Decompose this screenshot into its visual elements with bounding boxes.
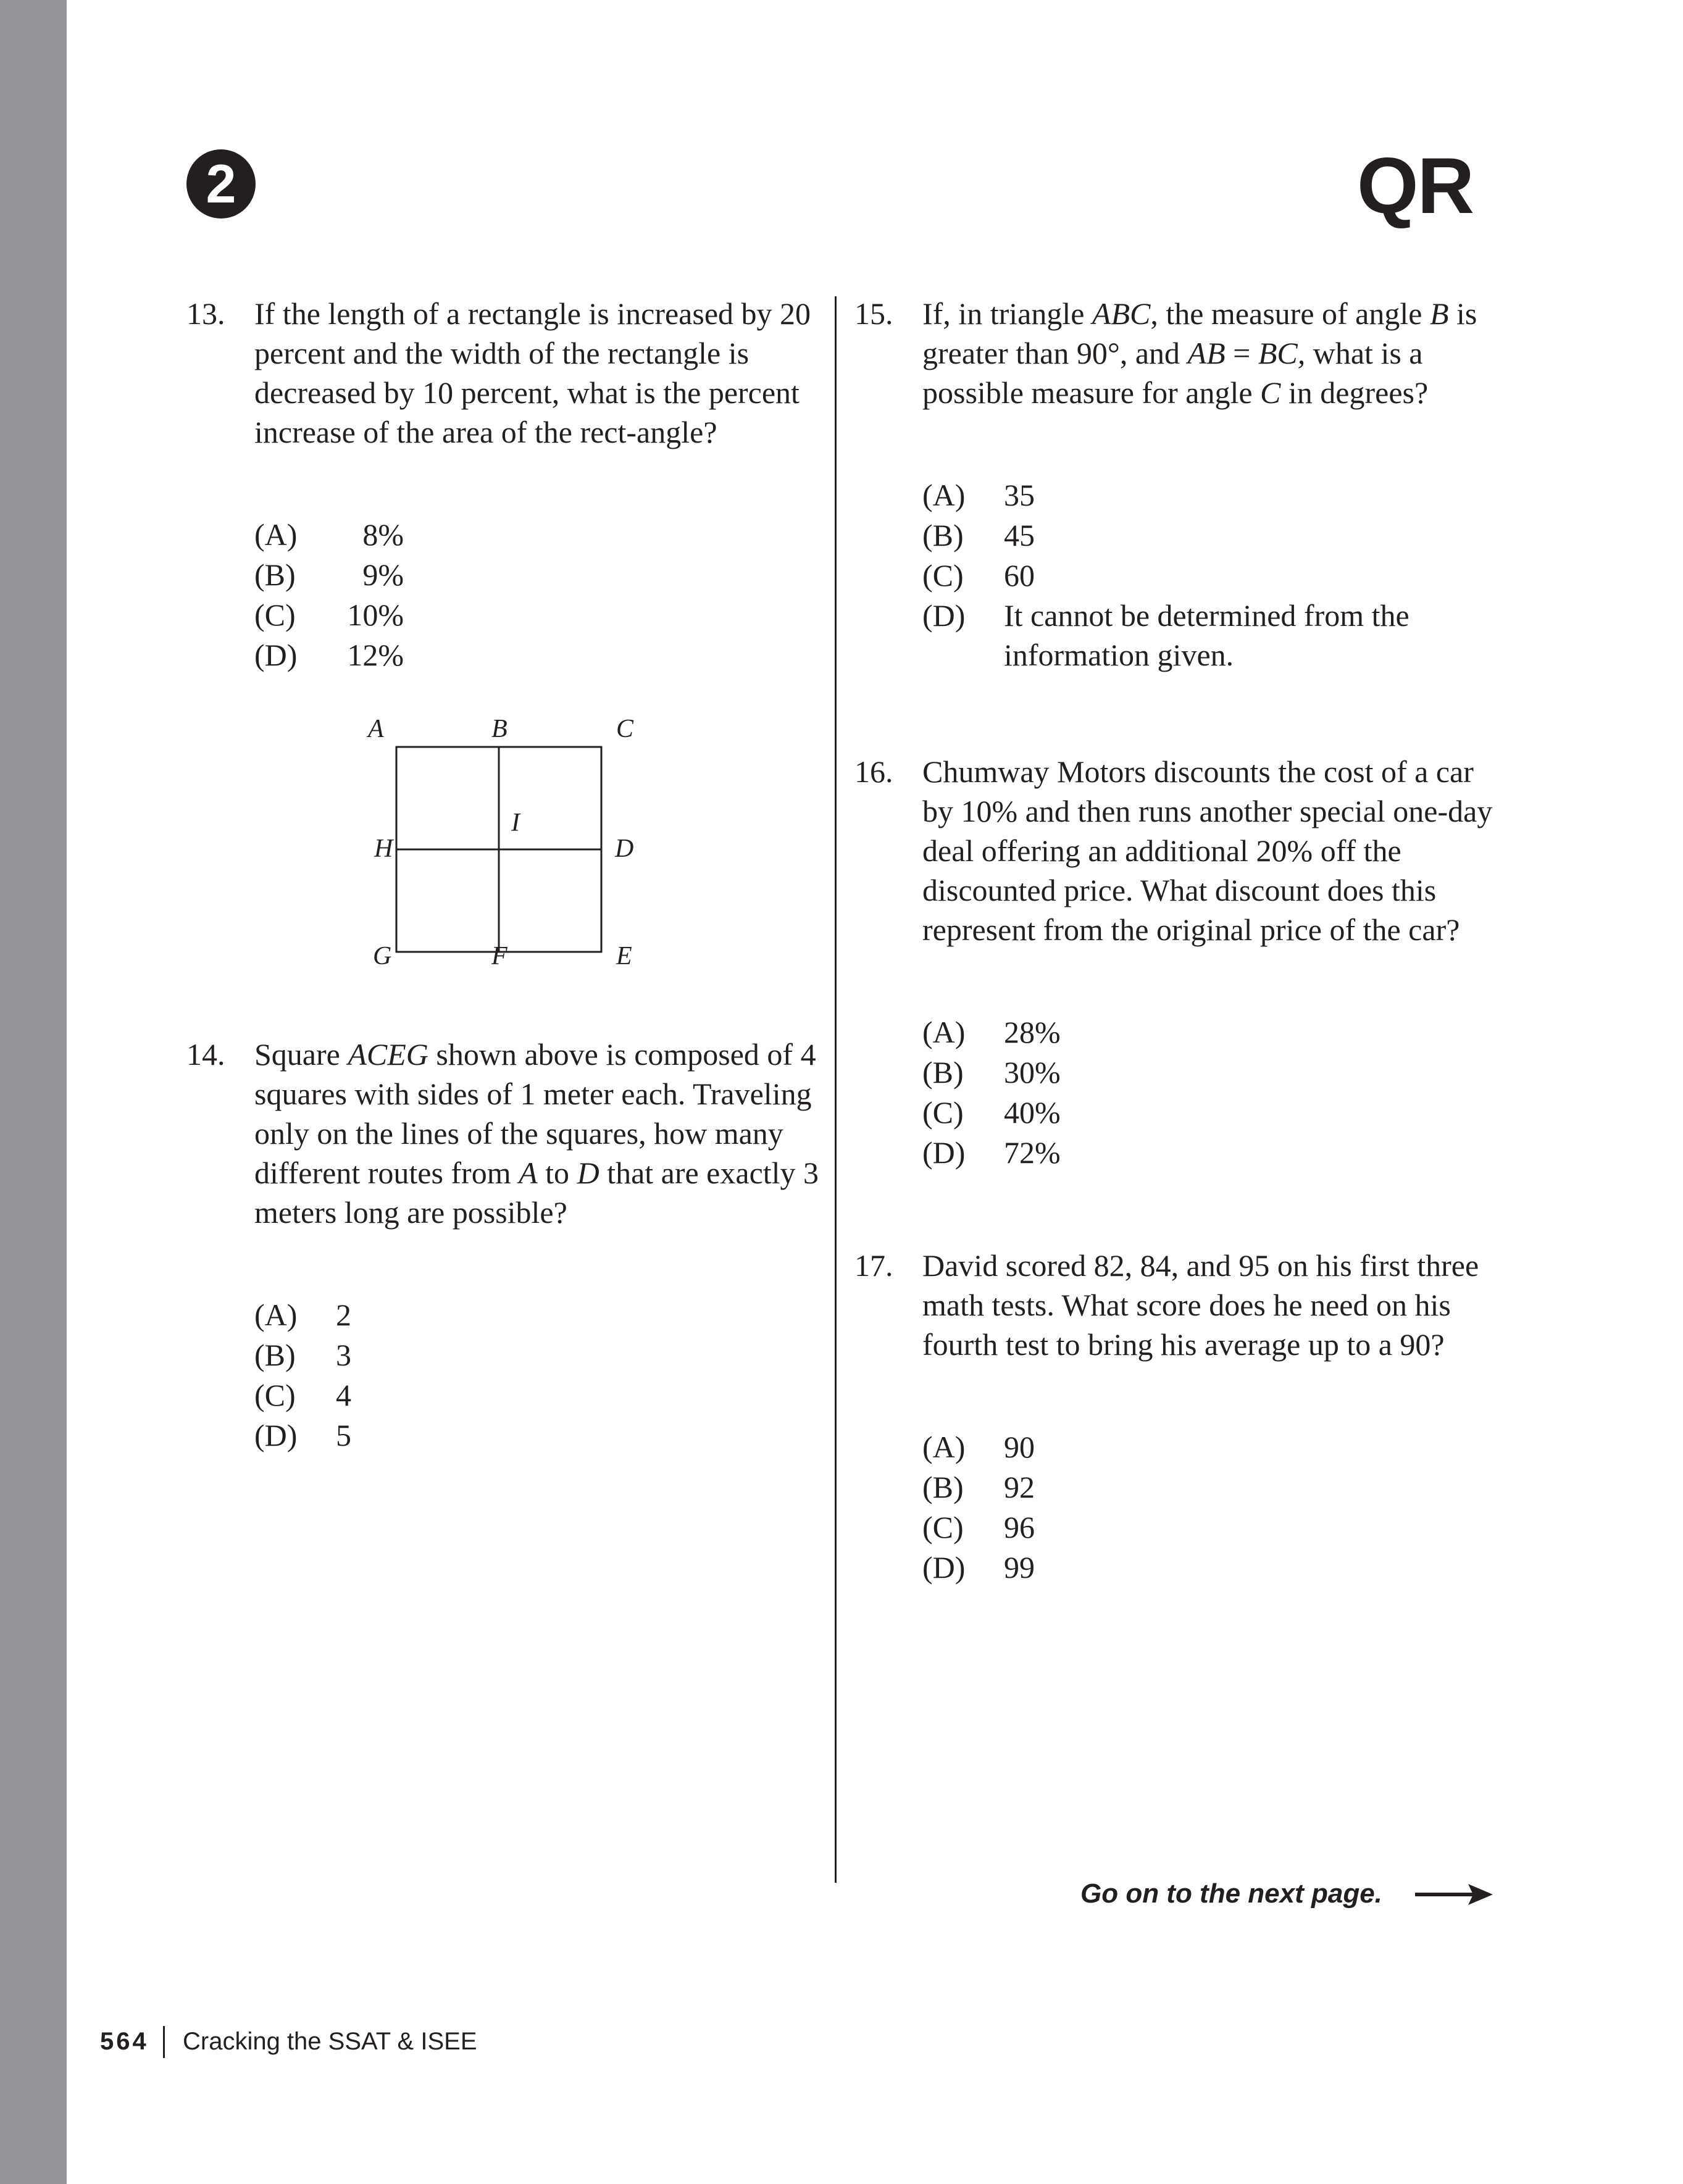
- choice-text: 28%: [1004, 1015, 1061, 1049]
- question-stem: David scored 82, 84, and 95 on his first three math tests. What score does he need on his fourth test to bring his average up to a 90?: [922, 1248, 1479, 1362]
- choice-text: 8%: [362, 517, 404, 552]
- choice-text: 92: [1004, 1470, 1035, 1504]
- choice-letter: (C): [922, 1095, 964, 1130]
- question-number: 15.: [854, 296, 893, 331]
- choice-letter: (C): [922, 558, 964, 593]
- page-number: 564: [100, 2028, 149, 2055]
- choice-letter: (B): [922, 1055, 964, 1090]
- choice-letter: (D): [922, 598, 966, 633]
- vertex-label-g: G: [373, 942, 392, 970]
- section-number-badge: 2: [186, 149, 256, 219]
- footer-divider: [163, 2026, 165, 2058]
- book-title: Cracking the SSAT & ISEE: [183, 2028, 477, 2055]
- choice-text: 45: [1004, 518, 1035, 552]
- question-number: 16.: [854, 754, 893, 789]
- choice-letter: (D): [254, 1418, 298, 1453]
- question-stem: If, in triangle ABC, the measure of angle B is greater than 90°, and AB = BC, what is a possible measure for angle C in degrees?: [922, 296, 1477, 410]
- question-stem: Chumway Motors discounts the cost of a car by 10% and then runs another special one-day deal offering an additional 20% off the discounted price. What discount does this represent from the original price of the car?: [922, 754, 1493, 947]
- vertex-label-i: I: [511, 809, 520, 837]
- column-divider: [835, 296, 837, 1883]
- choice-text: 5: [336, 1418, 351, 1453]
- choice-letter: (A): [254, 1298, 298, 1332]
- question-number: 17.: [854, 1248, 893, 1283]
- vertex-label-d: D: [615, 835, 634, 863]
- choice-letter: (B): [922, 1470, 964, 1504]
- choice-text: 90: [1004, 1430, 1035, 1464]
- choice-text: 3: [336, 1338, 351, 1372]
- choice-letter: (A): [922, 1015, 966, 1049]
- choice-text: 2: [336, 1298, 351, 1332]
- question-number: 13.: [186, 296, 225, 331]
- question-number: 14.: [186, 1037, 225, 1072]
- choice-text: It cannot be determined from the information given.: [1004, 598, 1409, 672]
- choice-text: 60: [1004, 558, 1035, 593]
- vertex-label-a: A: [368, 715, 384, 743]
- choice-text: 99: [1004, 1550, 1035, 1585]
- choice-letter: (B): [254, 557, 296, 592]
- choice-letter: (A): [254, 517, 298, 552]
- choice-text: 12%: [347, 638, 404, 672]
- vertex-label-c: C: [616, 715, 634, 743]
- choice-text: 72%: [1004, 1135, 1061, 1170]
- question-stem: Square ACEG shown above is composed of 4 squares with sides of 1 meter each. Traveling only on the lines of the squares, how many different routes from A to D that are exactly 3 meters long are possible?: [254, 1037, 819, 1230]
- page-edge-tab: [0, 0, 67, 2184]
- choice-letter: (C): [254, 1378, 296, 1412]
- choice-letter: (A): [922, 1430, 966, 1464]
- vertex-label-f: F: [491, 942, 507, 970]
- choice-text: 30%: [1004, 1055, 1061, 1090]
- choice-letter: (D): [922, 1550, 966, 1585]
- vertex-label-b: B: [491, 715, 507, 743]
- choice-text: 9%: [362, 557, 404, 592]
- choice-text: 4: [336, 1378, 351, 1412]
- right-arrow-icon: [1415, 1884, 1493, 1905]
- choice-letter: (C): [254, 598, 296, 632]
- question-stem: If the length of a rectangle is increased by 20 percent and the width of the rectangle is decreased by 10 percent, what is the percent increase of the area of the rect-angle?: [254, 296, 811, 449]
- section-code: QR: [1357, 142, 1473, 230]
- choice-text: 35: [1004, 478, 1035, 512]
- choice-text: 96: [1004, 1510, 1035, 1544]
- choice-letter: (B): [254, 1338, 296, 1372]
- square-aceg-figure: [346, 715, 634, 988]
- choice-letter: (C): [922, 1510, 964, 1544]
- choice-letter: (A): [922, 478, 966, 512]
- vertex-label-h: H: [374, 835, 393, 863]
- choice-letter: (B): [922, 518, 964, 552]
- choice-text: 40%: [1004, 1095, 1061, 1130]
- choice-text: 10%: [347, 598, 404, 632]
- vertex-label-e: E: [616, 942, 632, 970]
- choice-letter: (D): [922, 1135, 966, 1170]
- choice-letter: (D): [254, 638, 298, 672]
- next-page-instruction: Go on to the next page.: [1080, 1878, 1382, 1909]
